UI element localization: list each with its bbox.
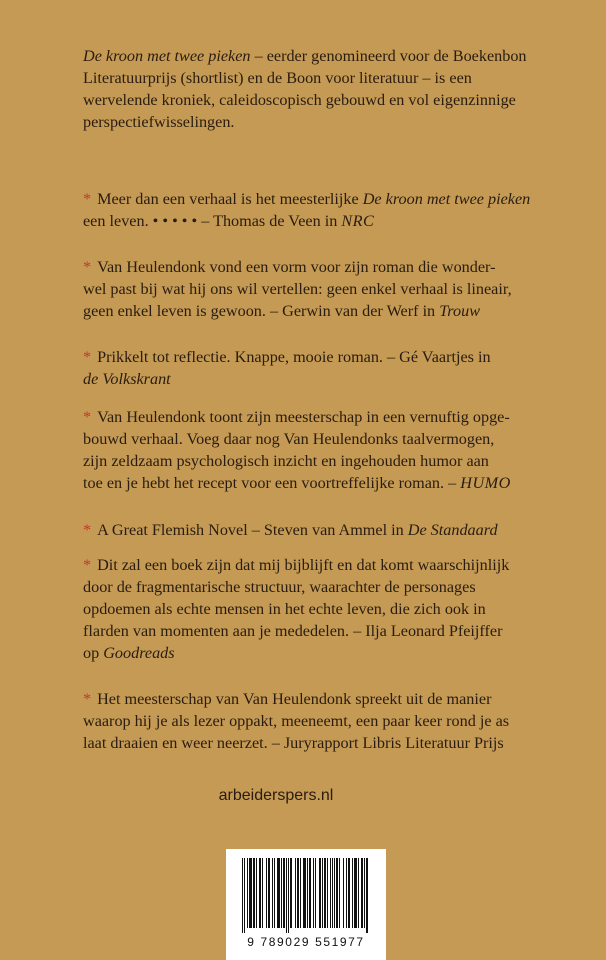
quote-text: wel past bij wat hij ons wil vertellen: geen enkel verhaal is lineair, — [83, 280, 512, 298]
barcode-bars-graphic — [240, 858, 372, 933]
quote-text: laat draaien en weer neerzet. – Juryrapport Libris Literatuur Prijs — [83, 734, 504, 752]
intro-paragraph — [83, 45, 553, 133]
quote-text: op — [83, 644, 104, 662]
quote-text: toe en je hebt het recept voor een voortreffelijke roman. – — [83, 474, 461, 492]
quote-text: Meer dan een verhaal is het meesterlijke — [97, 190, 363, 208]
asterisk-bullet: * — [83, 348, 92, 366]
quote-text: Het meesterschap van Van Heulendonk spreekt uit de manier — [97, 690, 492, 708]
back-cover-text — [83, 45, 553, 804]
book-title: De kroon met twee pieken — [83, 47, 251, 65]
review-quote — [83, 554, 509, 664]
asterisk-bullet: * — [83, 408, 92, 426]
quote-source: de Volkskrant — [83, 370, 171, 388]
quote-source: Trouw — [439, 302, 480, 320]
quote-source: De Standaard — [407, 521, 498, 539]
quote-text: geen enkel leven is gewoon. – Gerwin van der Werf in — [83, 302, 440, 320]
review-quote — [83, 346, 491, 390]
asterisk-bullet: * — [83, 258, 92, 276]
quote-text: zijn zeldzaam psychologisch inzicht en ingehouden humor aan — [83, 452, 489, 470]
publisher-website: arbeiderspers.nl — [218, 787, 334, 804]
quote-text: Van Heulendonk toont zijn meesterschap in een vernuftig opge- — [97, 408, 510, 426]
quote-text: Van Heulendonk vond een vorm voor zijn roman die wonder- — [97, 258, 496, 276]
isbn-barcode — [226, 849, 386, 960]
quote-source: NRC — [341, 212, 375, 230]
quote-text: opdoemen als echte mensen in het echte leven, die zich ook in — [83, 600, 486, 618]
review-quote — [83, 406, 511, 494]
review-quote — [83, 188, 530, 232]
intro-text: Literatuurprijs (shortlist) en de Boon voor literatuur – is een — [83, 69, 472, 87]
quote-text: door de fragmentarische structuur, waarachter de personages — [83, 578, 476, 596]
intro-text: wervelende kroniek, caleidoscopisch gebouwd en vol eigenzinnige — [83, 91, 516, 109]
quote-text: waarop hij je als lezer oppakt, meeneemt, een paar keer rond je as — [83, 712, 510, 730]
asterisk-bullet: * — [83, 190, 92, 208]
review-quote — [83, 256, 512, 322]
review-quote — [83, 519, 498, 541]
quote-text: Dit zal een boek zijn dat mij bijblijft en dat komt waarschijnlijk — [97, 556, 510, 574]
quote-source: HUMO — [460, 474, 511, 492]
asterisk-bullet: * — [83, 521, 92, 539]
quote-text: bouwd verhaal. Voeg daar nog Van Heulendonks taalvermogen, — [83, 430, 495, 448]
intro-text: perspectiefwisselingen. — [83, 113, 235, 131]
asterisk-bullet: * — [83, 556, 92, 574]
quote-text: Prikkelt tot reflectie. Knappe, mooie roman. – Gé Vaartjes in — [97, 348, 491, 366]
quote-text: een leven. • • • • • – Thomas de Veen in — [83, 212, 342, 230]
review-quote — [83, 688, 509, 754]
isbn-number: 9 789029 551977 — [247, 935, 365, 949]
quote-source: Goodreads — [103, 644, 175, 662]
intro-text: – eerder genomineerd voor de Boekenbon — [250, 47, 527, 65]
book-title: De kroon met twee pieken — [362, 190, 531, 208]
quote-text: A Great Flemish Novel – Steven van Ammel in — [97, 521, 408, 539]
asterisk-bullet: * — [83, 690, 92, 708]
quote-text: flarden van momenten aan je mededelen. – Ilja Leonard Pfeijffer — [83, 622, 503, 640]
